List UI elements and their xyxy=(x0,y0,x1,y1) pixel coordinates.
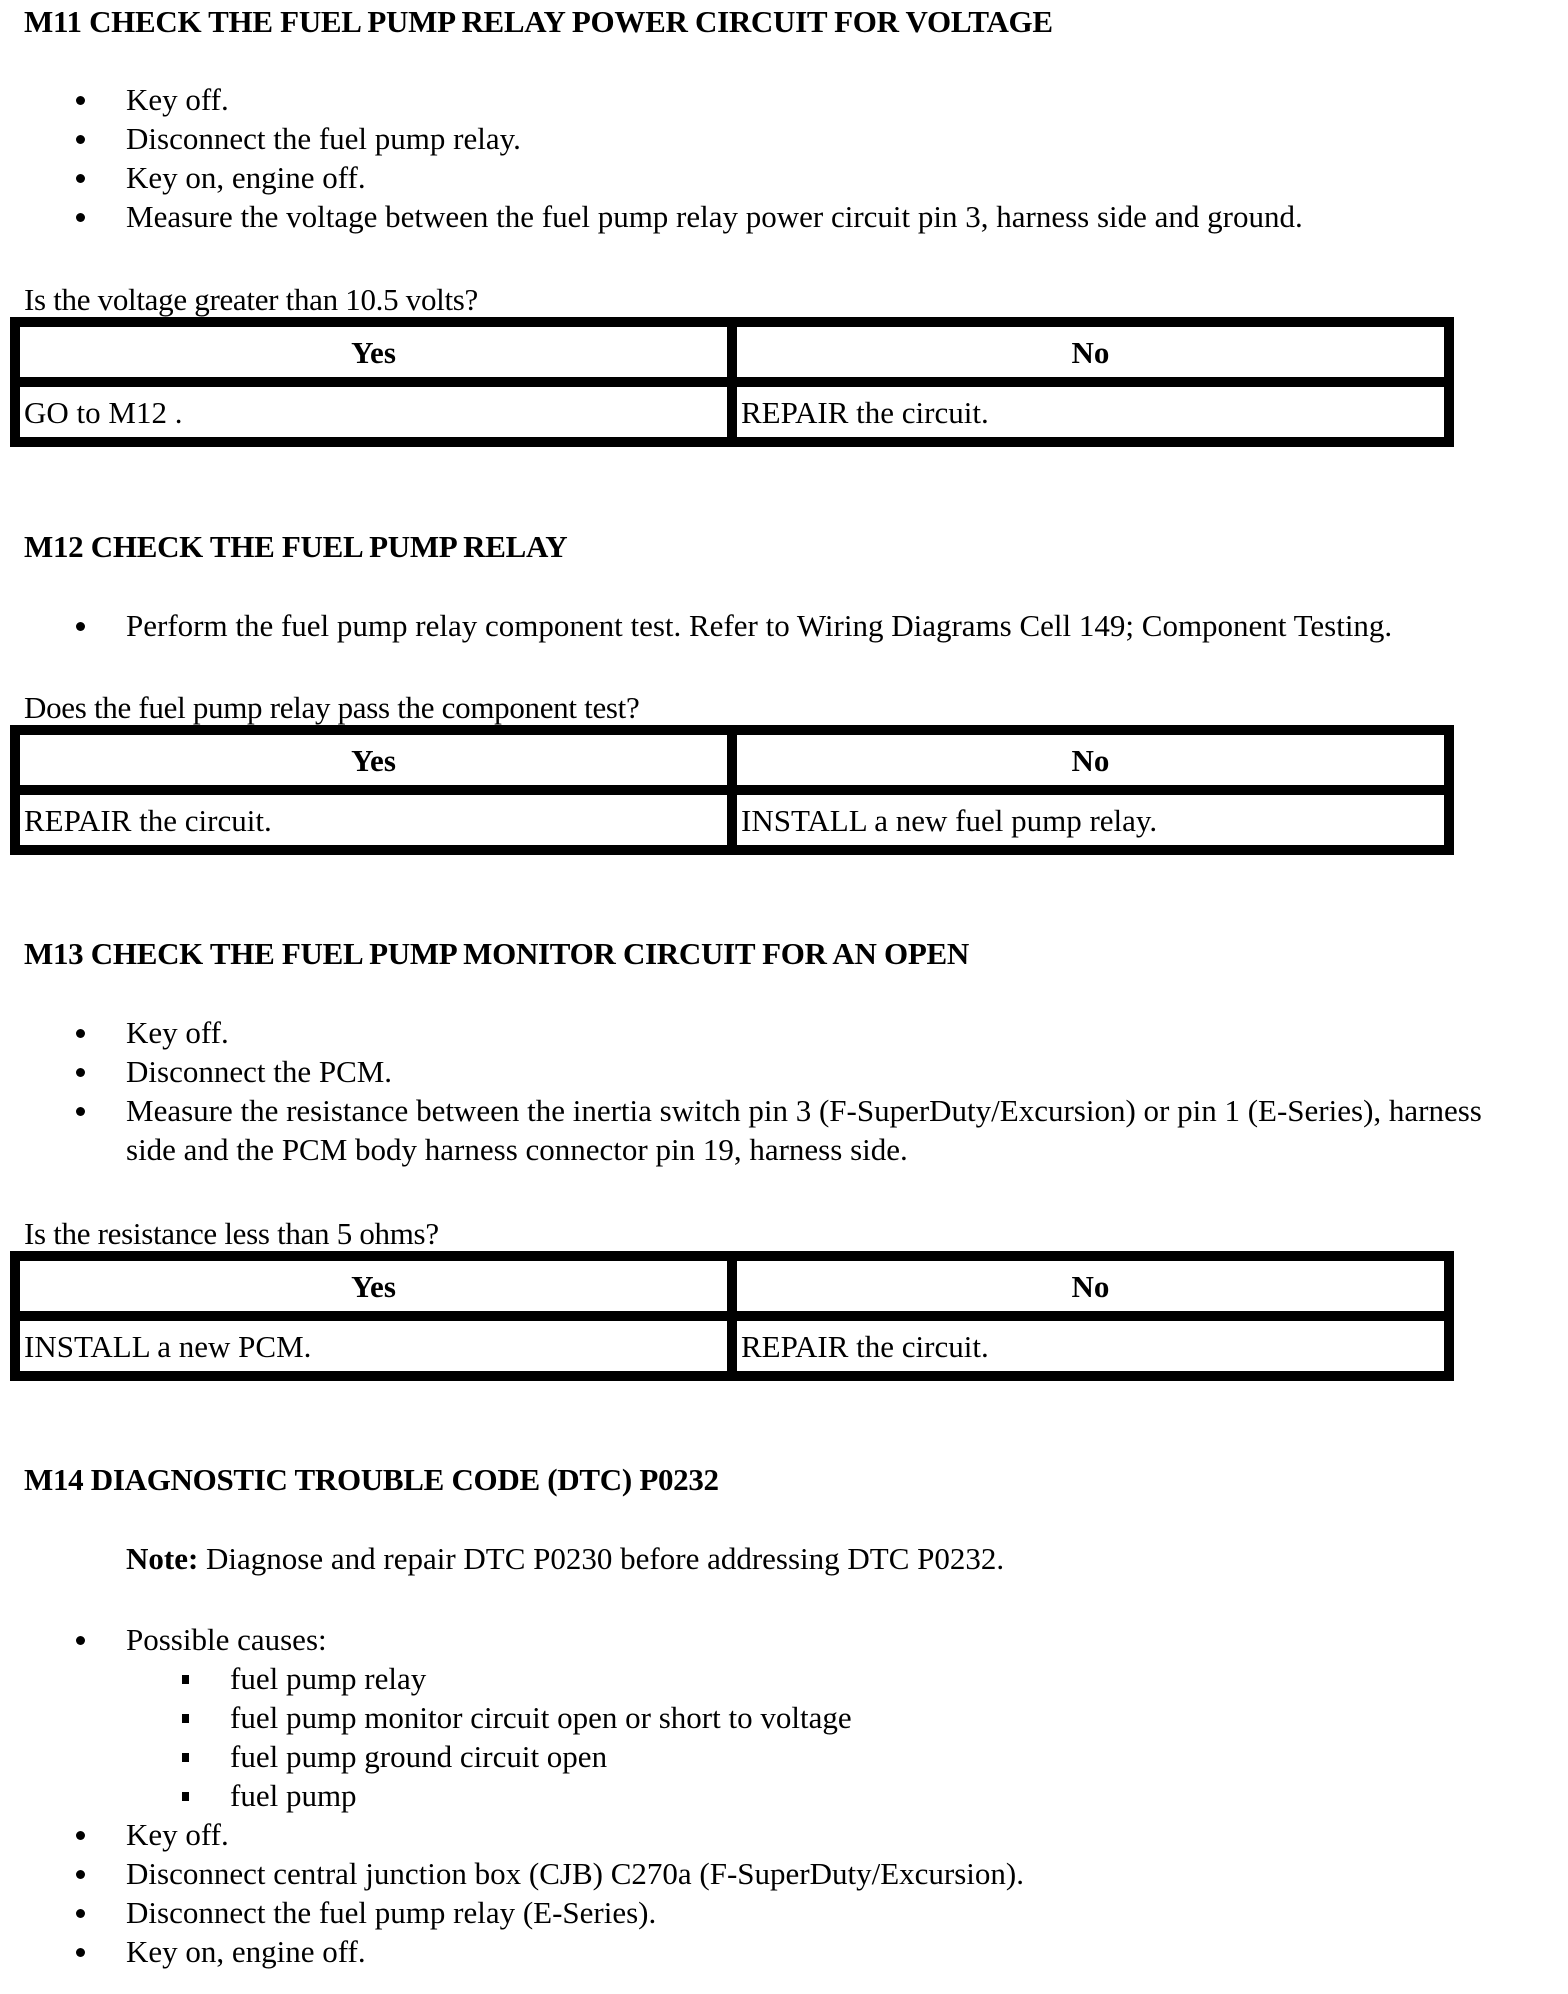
bullet-icon xyxy=(76,1068,85,1077)
bullet-icon xyxy=(76,1636,85,1645)
list-item: fuel pump xyxy=(126,1776,1024,1815)
section-heading-m12: M12 CHECK THE FUEL PUMP RELAY xyxy=(24,529,568,564)
decision-table-m12 xyxy=(10,725,1454,855)
square-bullet-icon xyxy=(182,1714,189,1723)
yes-header: Yes xyxy=(15,730,732,790)
list-item: Disconnect the fuel pump relay (E-Series). xyxy=(0,1893,1024,1932)
bullet-icon xyxy=(76,174,85,183)
section-heading-m14: M14 DIAGNOSTIC TROUBLE CODE (DTC) P0232 xyxy=(24,1462,719,1497)
yes-action: GO to M12 . xyxy=(15,382,732,442)
note xyxy=(126,1539,1004,1578)
list-item: Disconnect the fuel pump relay. xyxy=(0,119,1303,158)
list-item: Disconnect the PCM. xyxy=(0,1052,1516,1091)
no-action: INSTALL a new fuel pump relay. xyxy=(732,790,1449,850)
list-item: Key off. xyxy=(0,1815,1024,1854)
yes-action: REPAIR the circuit. xyxy=(15,790,732,850)
steps-list-m13 xyxy=(0,1013,1516,1169)
list-item: fuel pump relay xyxy=(126,1659,1024,1698)
yes-header: Yes xyxy=(15,1256,732,1316)
bullet-icon xyxy=(76,1107,85,1116)
possible-causes-list xyxy=(126,1659,1024,1815)
bullet-icon xyxy=(76,622,85,631)
steps-list-m11 xyxy=(0,80,1303,236)
square-bullet-icon xyxy=(182,1753,189,1762)
list-item: fuel pump monitor circuit open or short to voltage xyxy=(126,1698,1024,1737)
section-heading-m13: M13 CHECK THE FUEL PUMP MONITOR CIRCUIT FOR AN OPEN xyxy=(24,936,969,971)
list-item: Disconnect central junction box (CJB) C270a (F-SuperDuty/Excursion). xyxy=(0,1854,1024,1893)
bullet-icon xyxy=(76,213,85,222)
note-label: Note: xyxy=(126,1541,199,1576)
bullet-icon xyxy=(76,1029,85,1038)
steps-list-m14 xyxy=(0,1620,1024,1971)
bullet-icon xyxy=(76,135,85,144)
list-item: Key off. xyxy=(0,80,1303,119)
list-item: Measure the resistance between the inertia switch pin 3 (F-SuperDuty/Excursion) or pin 1 (E-Series), harness side and the PCM body harness connector pin 19, harness side. xyxy=(0,1091,1516,1169)
bullet-icon xyxy=(76,1831,85,1840)
no-header: No xyxy=(732,1256,1449,1316)
square-bullet-icon xyxy=(182,1675,189,1684)
list-item: Possible causes: fuel pump relay fuel pump monitor circuit open or short to voltage fuel pump ground circuit open fuel pump xyxy=(0,1620,1024,1815)
square-bullet-icon xyxy=(182,1792,189,1801)
no-header: No xyxy=(732,730,1449,790)
question-m11: Is the voltage greater than 10.5 volts? xyxy=(24,282,479,317)
list-item: fuel pump ground circuit open xyxy=(126,1737,1024,1776)
section-heading-m11: M11 CHECK THE FUEL PUMP RELAY POWER CIRCUIT FOR VOLTAGE xyxy=(24,4,1053,39)
bullet-icon xyxy=(76,96,85,105)
yes-header: Yes xyxy=(15,322,732,382)
list-item: Perform the fuel pump relay component test. Refer to Wiring Diagrams Cell 149; Component Testing. xyxy=(0,606,1392,645)
note-text: Diagnose and repair DTC P0230 before addressing DTC P0232. xyxy=(198,1541,1005,1576)
bullet-icon xyxy=(76,1909,85,1918)
list-item: Key off. xyxy=(0,1013,1516,1052)
no-action: REPAIR the circuit. xyxy=(732,382,1449,442)
decision-table-m13 xyxy=(10,1251,1454,1381)
decision-table-m11 xyxy=(10,317,1454,447)
list-item: Measure the voltage between the fuel pump relay power circuit pin 3, harness side and ground. xyxy=(0,197,1303,236)
list-item: Key on, engine off. xyxy=(0,158,1303,197)
bullet-icon xyxy=(76,1948,85,1957)
question-m12: Does the fuel pump relay pass the component test? xyxy=(24,690,640,725)
no-header: No xyxy=(732,322,1449,382)
steps-list-m12 xyxy=(0,606,1392,645)
bullet-icon xyxy=(76,1870,85,1879)
list-item: Key on, engine off. xyxy=(0,1932,1024,1971)
no-action: REPAIR the circuit. xyxy=(732,1316,1449,1376)
question-m13: Is the resistance less than 5 ohms? xyxy=(24,1216,439,1251)
yes-action: INSTALL a new PCM. xyxy=(15,1316,732,1376)
